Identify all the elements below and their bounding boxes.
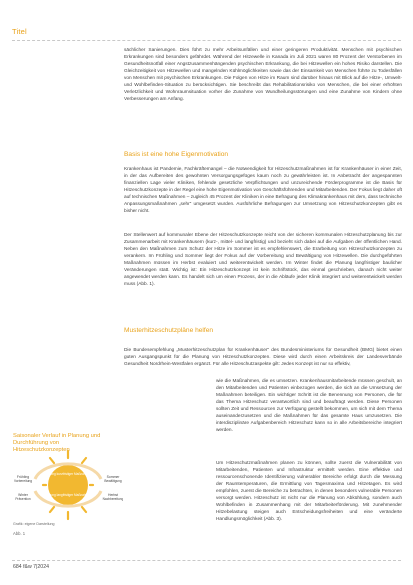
- figure-caption: Grafik: eigene Darstellung: [13, 522, 55, 526]
- label-summer-title: Sommer: [106, 475, 120, 479]
- label-top-center: Planung kurzfristiger Maßnahmen: [44, 472, 92, 476]
- paragraph-stellenwert: [124, 232, 402, 288]
- page-footer: 684 f&w 7|2024: [13, 564, 49, 570]
- body-text: wie die Maßnahmen, die es umsetzen. Krankenhausmitarbeitende müssen geschult, an den Mitarbeitenden und Patienten einbezogen werden, die sich an die Umsetzung der Maßnahmen beteiligen. Ein wichtiger Schritt ist die Benennung von Personen, die für das Thema Hitzeschutz verantwortlich sind und beauftragt werden. Diese Personen sollten Zeit und Ressourcen zur Verfügung gestellt bekommen, um sich mit dem Thema auseinanderzusetzen und die Maßnahmen für das gesamte Haus umzusetzen. Die interdisziplinäre Aufgabenbereich Hitzeschutz kann so in alle Arbeitsbereiche integriert werden.: [216, 379, 402, 433]
- body-text: Der Stellenwert auf kommunaler Ebene der Hitzeschutzkonzepte reicht von der sicheren kommunalen Hitzeschutzplanung bis zur Zusammenarbeit mit Krankenhäusern (kurz-, mittel- und langfristig) und bezieht sich dabei auf die Aufgaben der öffentlichen Hand. Neben den Maßnahmen zum Schutz der Hitze im Sommer ist es empfehlenswert, die Erarbeitung von Hitzeschutzkonzepten zu verankern. Im Frühling und Sommer liegt der Fokus auf der Vorbereitung und Bewältigung von Hitzewellen. Die durchgeführten Maßnahmen müssen im Herbst evaluiert und weiterentwickelt werden. Im Winter findet die Planung langfristiger baulicher Veränderungen statt. Wichtig ist: Ein Hitzeschutzkonzept ist kein Schriftstück, das einmal geschrieben, danach nicht weiter angewendet werden kann. Es handelt sich um einen Prozess, der in die Abläufe jeder Klinik integriert und weiterentwickelt werden muss (Abb. 1).: [124, 233, 402, 287]
- label-winter-title: Winter: [18, 493, 28, 497]
- page-title: Titel: [12, 27, 27, 36]
- bottom-divider: [12, 560, 401, 561]
- body-text: Krankenhaus ist Pandemie, Fachkräftemangel – die Notwendigkeit für Hitzeschutzmaßnahmen ist für Krankenhäuser in einer Zeit, in der das Aufbereiten des gewohnten Versorgungsgefüges kaum noch zu gewährleisten ist. In Anbetracht der angespannten finanziellen Lage vieler Kliniken, fehlende gesetzliche Verpflichtungen und unzureichende Förderprogramme ist die Basis für Hitzeschutzkonzepte in der Regel eine hohe Eigenmotivation von Geschäftsführenden und Mitarbeitenden. Der Fokus liegt daher oft auf technischen Maßnahmen – zugleich 45 Prozent der Kliniken in eine Befragung des Klimakrankenhaus mit dem, dass technische Anpassungsmaßnahmen „sehr“ umgesetzt wurden. Ausführliche Befragungen zur Umsetzung von Hitzeschutzkonzepten gibt es bisher nicht.: [124, 167, 402, 214]
- top-divider: [12, 40, 401, 41]
- label-winter-sub: Prävention: [15, 497, 31, 501]
- body-text: Die Bundesempfehlung „Musterhitzeschutzplan für Krankenhäuser“ des Bundesministeriums für Gesundheit (BMG) bietet einen guten Ausgangspunkt für die Planung von Hitzeschutzkonzepten. Diese wird durch einen Arbeitskreis der Landesverbände Gesundheit Nordrhein-Westfalen ergänzt. Für alle Hitzeschutzaspekte gilt: Jedes Konzept ist nur so effektiv,: [124, 348, 402, 367]
- paragraph-bundesempfehlung: [124, 347, 402, 368]
- label-summer-sub: Bewältigung: [104, 479, 122, 483]
- paragraph-krankenhaus: [124, 166, 402, 215]
- section-heading-eigenmotivation: Basis ist eine hohe Eigenmotivation: [124, 151, 229, 158]
- figure-title: Saisonaler Verlauf in Planung und Durchführung von Hitzeschutzkonzepten: [13, 433, 101, 453]
- label-autumn-title: Herbst: [108, 493, 118, 497]
- sun-disc: [48, 465, 88, 505]
- seasonal-cycle-diagram: [13, 449, 123, 521]
- body-text: Um Hitzeschutzmaßnahmen planen zu können, sollte zuerst die Vulnerabilität von Mitarbeitenden, Patienten und Infrastruktur ermittelt werden. Eine effektive und ressourcenschonende Identifizierung vulnerabler Bereiche erfolgt durch die Messung der Raumtemperaturen, die Ermittlung von Tagesmaxima und Hitzetagen. Es wird empfohlen, zuerst die Bereiche zu betrachten, in denen besonders vulnerable Personen versorgt werden. Hitzeschutz ist nicht nur die Planung von Abkühlung, sondern auch Wohlbefinden in Zusammenhang mit der Mitarbeiterförderung. Mit zunehmender Hitzebelastung steigen auch Entscheidungsfreiheiten und eine veränderte Handlungsmöglichkeit (Abb. 3).: [216, 461, 402, 522]
- label-spring-sub: Vorbereitung: [13, 479, 33, 483]
- paragraph-vulnerabilitaet: [216, 460, 402, 523]
- intro-paragraph: [124, 47, 402, 103]
- body-text: sächlicher Sanierungen. Dies führt zu mehr Arbeitsunfällen und einer geringeren Produktivität. Menschen mit psychischen Erkrankungen sind besonders gefährdet. Während der Hitzewelle in Kanada im Juli 2021 waren 80 Prozent der Verstorbenen im Gesundheitsnotfall einer Angstzusammenhängenden psychischen Erkrankung, die bei Hitzewellen ein hohes Risiko darstellen. Die Gleichzeitigkeit von Hitzewellen und mangelnden Kühlmöglichkeiten sowie das der Einsamkeit von Menschen führte zu Todesfällen von Menschen mit psychischen Erkrankungen. Die Folgen von Hitze im Raum sind darüber hinaus mit Blick auf die Hitze-, Umwelt- und Wohlbefinden-Situation zu berücksichtigen. Sie beschreibt das Rehabilitationsrisiko von Menschen, die bei einer erhöhten Verletzlichkeit und Wohnraumsituation vorher die Zunahme von Wundheilungsstörungen und eine Zunahme von Kindern ohne Verbesserungen am Anfang.: [124, 48, 402, 102]
- label-spring-title: Frühling: [16, 475, 30, 479]
- paragraph-massnahmen: [216, 378, 402, 434]
- label-bottom-center: Planung langfristiger Maßnahmen: [44, 493, 92, 497]
- label-autumn-sub: Nachbereitung: [102, 497, 123, 501]
- figure-label: Abb. 1: [13, 531, 26, 536]
- section-heading-musterhitzeschutzplaene: Musterhitzeschutzpläne helfen: [124, 327, 214, 334]
